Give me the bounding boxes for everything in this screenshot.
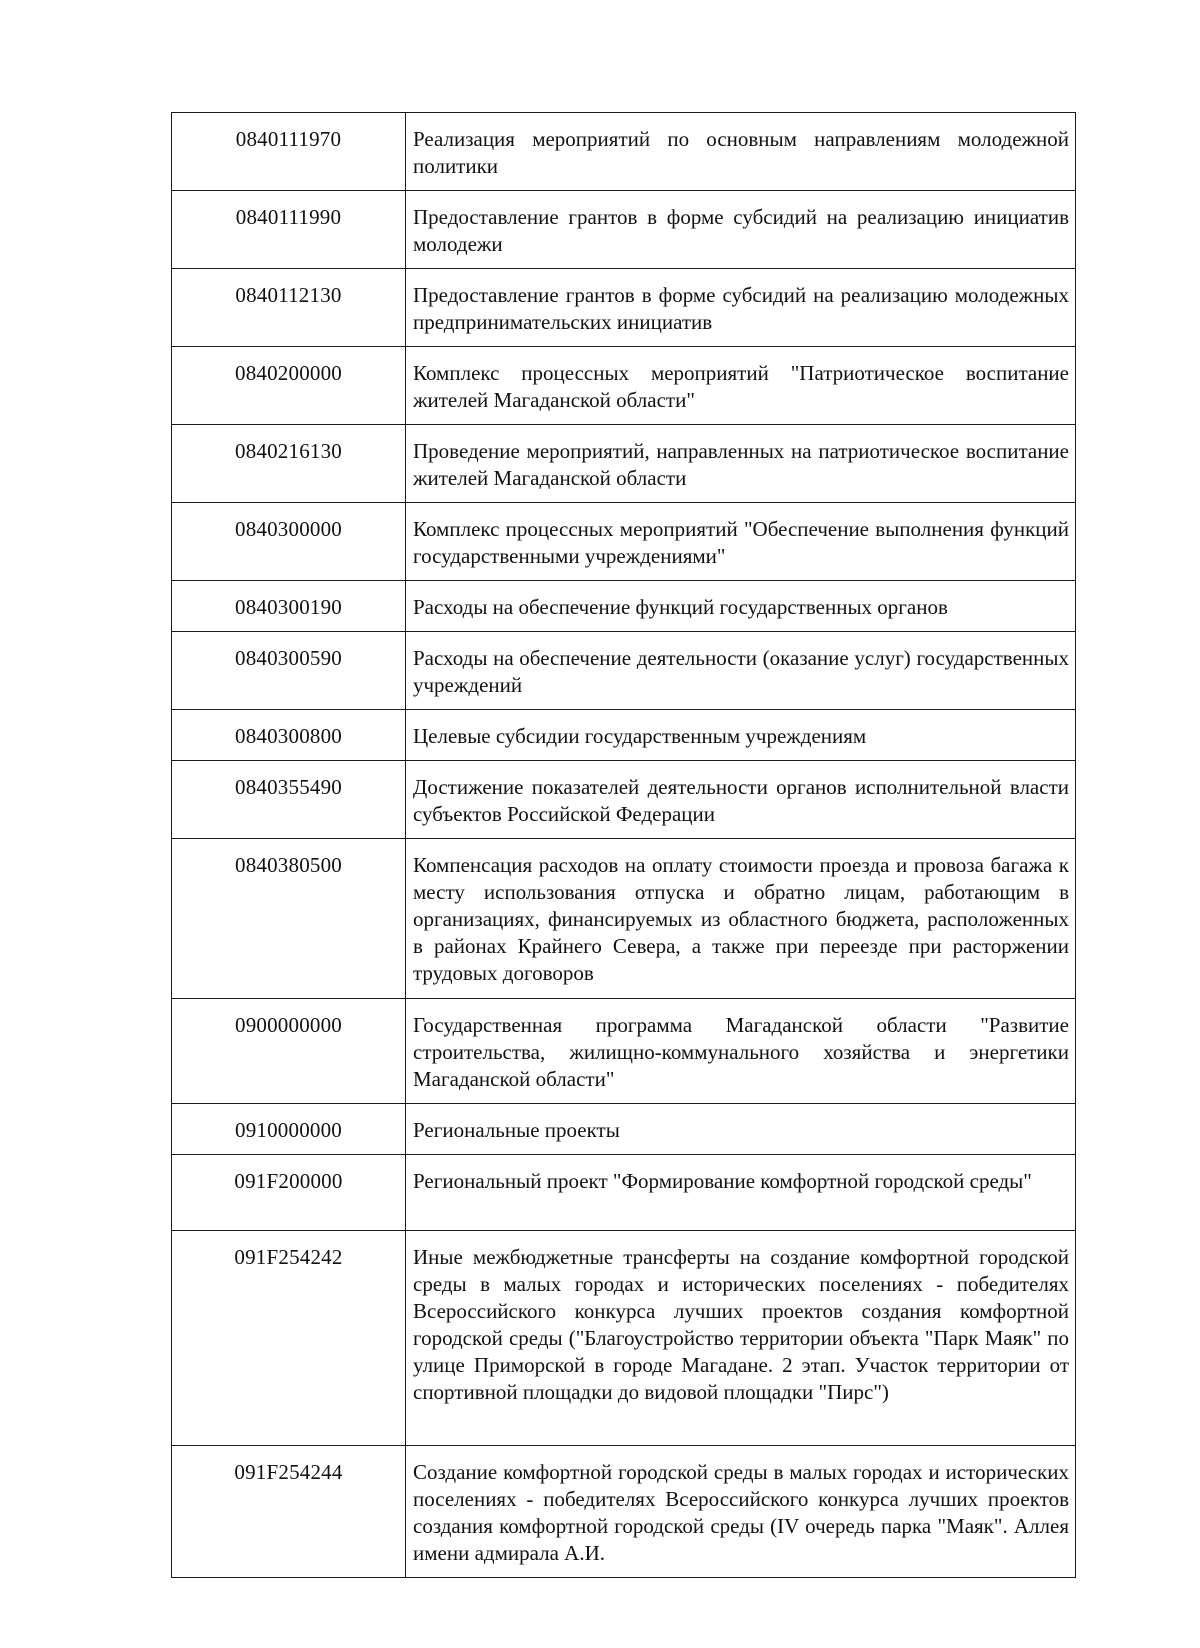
row-description: Целевые субсидии государственным учреждениям bbox=[406, 710, 1076, 761]
row-description: Компенсация расходов на оплату стоимости проезда и провоза багажа к месту использования отпуска и обратно лицам, работающим в организациях, финансируемых из областного бюджета, расположенных в районах Крайнего Севера, а также при переезде при расторжении трудовых договоров bbox=[406, 839, 1076, 999]
row-description: Государственная программа Магаданской области "Развитие строительства, жилищно-коммунального хозяйства и энергетики Магаданской области" bbox=[406, 999, 1076, 1104]
row-code: 0840355490 bbox=[172, 761, 406, 839]
row-description: Региональный проект "Формирование комфортной городской среды" bbox=[406, 1155, 1076, 1231]
row-code: 0840216130 bbox=[172, 425, 406, 503]
table-row bbox=[172, 425, 1076, 503]
table-row bbox=[172, 999, 1076, 1104]
row-description: Региональные проекты bbox=[406, 1104, 1076, 1155]
row-code: 0840112130 bbox=[172, 269, 406, 347]
row-code: 0840111990 bbox=[172, 191, 406, 269]
table-row bbox=[172, 113, 1076, 191]
row-description: Проведение мероприятий, направленных на патриотическое воспитание жителей Магаданской области bbox=[406, 425, 1076, 503]
row-code: 091F200000 bbox=[172, 1155, 406, 1231]
table-row bbox=[172, 761, 1076, 839]
table-row bbox=[172, 1155, 1076, 1231]
row-description: Создание комфортной городской среды в малых городах и исторических поселениях - победителях Всероссийского конкурса лучших проектов создания комфортной городской среды (IV очередь парка "Маяк". Аллея имени адмирала А.И. bbox=[406, 1446, 1076, 1578]
row-code: 091F254242 bbox=[172, 1231, 406, 1446]
table-row bbox=[172, 503, 1076, 581]
row-description: Расходы на обеспечение функций государственных органов bbox=[406, 581, 1076, 632]
table-row bbox=[172, 1104, 1076, 1155]
table-row bbox=[172, 710, 1076, 761]
row-code: 0900000000 bbox=[172, 999, 406, 1104]
row-description: Комплекс процессных мероприятий "Обеспечение выполнения функций государственными учреждениями" bbox=[406, 503, 1076, 581]
table-row bbox=[172, 632, 1076, 710]
row-code: 091F254244 bbox=[172, 1446, 406, 1578]
row-description: Предоставление грантов в форме субсидий на реализацию молодежных предпринимательских инициатив bbox=[406, 269, 1076, 347]
row-code: 0840200000 bbox=[172, 347, 406, 425]
row-description: Предоставление грантов в форме субсидий на реализацию инициатив молодежи bbox=[406, 191, 1076, 269]
row-description: Иные межбюджетные трансферты на создание комфортной городской среды в малых городах и исторических поселениях - победителях Всероссийского конкурса лучших проектов создания комфортной городской среды ("Благоустройство территории объекта "Парк Маяк" по улице Приморской в городе Магадане. 2 этап. Участок территории от спортивной площадки до видовой площадки "Пирс") bbox=[406, 1231, 1076, 1446]
row-code: 0840300800 bbox=[172, 710, 406, 761]
row-code: 0840380500 bbox=[172, 839, 406, 999]
row-code: 0840300590 bbox=[172, 632, 406, 710]
row-code: 0910000000 bbox=[172, 1104, 406, 1155]
table-row bbox=[172, 1446, 1076, 1578]
row-description: Достижение показателей деятельности органов исполнительной власти субъектов Российской Федерации bbox=[406, 761, 1076, 839]
row-description: Реализация мероприятий по основным направлениям молодежной политики bbox=[406, 113, 1076, 191]
row-code: 0840300190 bbox=[172, 581, 406, 632]
row-description: Комплекс процессных мероприятий "Патриотическое воспитание жителей Магаданской области" bbox=[406, 347, 1076, 425]
row-code: 0840111970 bbox=[172, 113, 406, 191]
table-row bbox=[172, 191, 1076, 269]
table-row bbox=[172, 269, 1076, 347]
table-row bbox=[172, 347, 1076, 425]
table-row bbox=[172, 1231, 1076, 1446]
row-code: 0840300000 bbox=[172, 503, 406, 581]
table-row bbox=[172, 839, 1076, 999]
budget-code-table bbox=[171, 112, 1076, 1578]
table-row bbox=[172, 581, 1076, 632]
row-description: Расходы на обеспечение деятельности (оказание услуг) государственных учреждений bbox=[406, 632, 1076, 710]
